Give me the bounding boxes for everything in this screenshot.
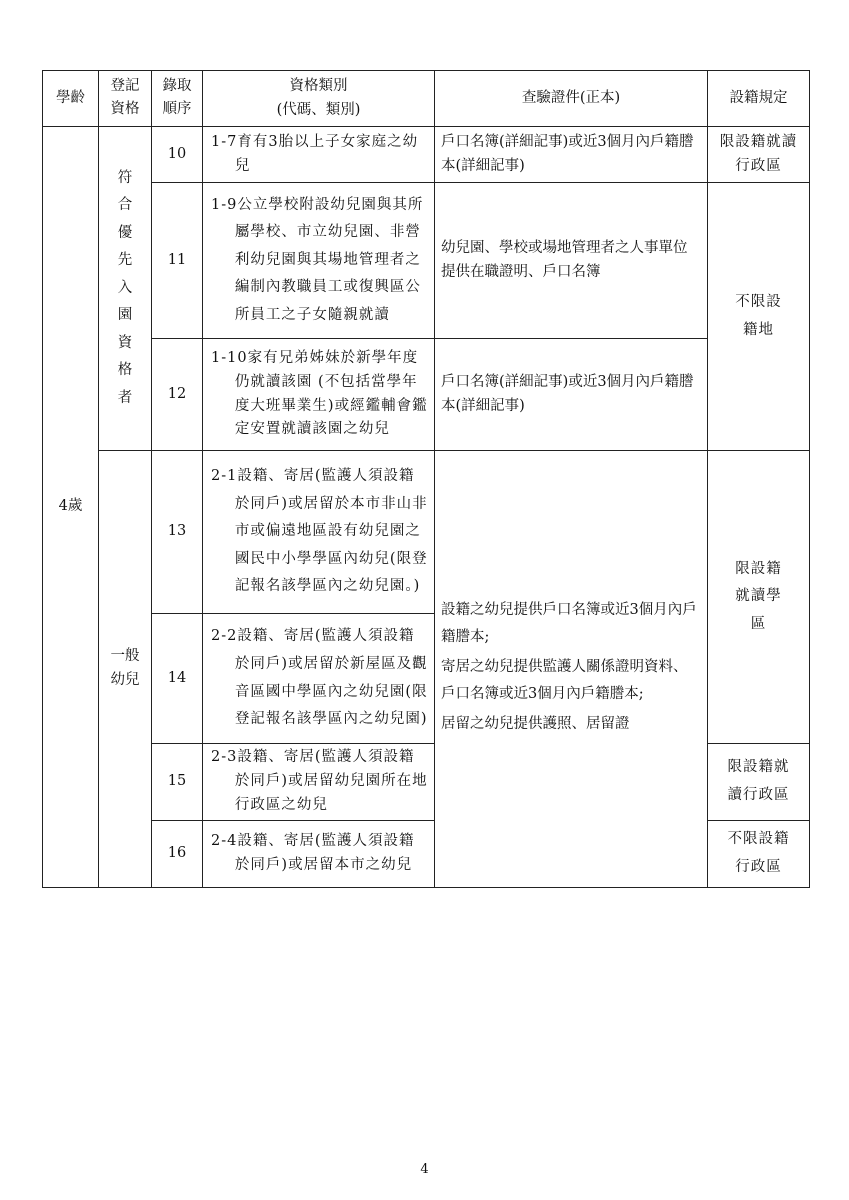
category-cell: 2-2設籍、寄居(監護人須設籍於同戶)或居留於新屋區及觀音區國中學區內之幼兒園(限登記報名該學區內之幼兒園): [203, 614, 435, 744]
category-cell: 2-4設籍、寄居(監護人須設籍於同戶)或居留本市之幼兒: [203, 820, 435, 887]
documents-line-foreign: 居留之幼兒提供護照、居留證: [441, 715, 630, 732]
table-header-row: [43, 71, 810, 127]
category-cell: 1-7育有3胎以上子女家庭之幼兒: [203, 127, 435, 183]
order-cell: 10: [152, 127, 203, 183]
residency-cell: 限設籍就讀行政區: [708, 127, 810, 183]
category-cell: 1-9公立學校附設幼兒園與其所屬學校、市立幼兒園、非營利幼兒園與其場地管理者之編制內教職員工或復興區公所員工之子女隨親就讀: [203, 183, 435, 339]
documents-cell: 戶口名簿(詳細記事)或近3個月內戶籍謄本(詳細記事): [435, 127, 708, 183]
residency-cell: 不限設籍地: [708, 183, 810, 451]
documents-line-residents: 設籍之幼兒提供戶口名簿或近3個月內戶籍謄本;: [441, 602, 697, 646]
header-category: [203, 71, 435, 127]
order-cell: 14: [152, 614, 203, 744]
table-row: [43, 339, 810, 451]
header-order: 錄取順序: [152, 71, 203, 127]
age-cell: 4歲: [43, 127, 99, 888]
order-cell: 13: [152, 451, 203, 614]
header-documents: 查驗證件(正本): [435, 71, 708, 127]
documents-cell: 戶口名簿(詳細記事)或近3個月內戶籍謄本(詳細記事): [435, 339, 708, 451]
order-cell: 16: [152, 820, 203, 887]
header-category-line2: (代碼、類別): [276, 101, 361, 118]
residency-cell: 限設籍就讀學區: [708, 451, 810, 744]
order-cell: 11: [152, 183, 203, 339]
table-row: [43, 183, 810, 339]
table-row: [43, 127, 810, 183]
general-documents-cell: [435, 451, 708, 888]
order-cell: 12: [152, 339, 203, 451]
category-cell: 2-3設籍、寄居(監護人須設籍於同戶)或居留幼兒園所在地行政區之幼兒: [203, 744, 435, 821]
order-cell: 15: [152, 744, 203, 821]
residency-cell: 不限設籍行政區: [708, 820, 810, 887]
header-category-line1: 資格類別: [289, 77, 348, 94]
page-number: 4: [420, 1162, 429, 1177]
enrollment-priority-table: [42, 70, 810, 888]
header-residency: 設籍規定: [708, 71, 810, 127]
category-cell: 2-1設籍、寄居(監護人須設籍於同戶)或居留於本市非山非市或偏遠地區設有幼兒園之國民中小學學區內幼兒(限登記報名該學區內之幼兒園。): [203, 451, 435, 614]
general-group-cell: 一般幼兒: [99, 451, 152, 888]
residency-cell: 限設籍就讀行政區: [708, 744, 810, 821]
documents-cell: 幼兒園、學校或場地管理者之人事單位提供在職證明、戶口名簿: [435, 183, 708, 339]
header-age: 學齡: [43, 71, 99, 127]
table-row: [43, 451, 810, 614]
priority-group-cell: 符合優先入園資格者: [99, 127, 152, 451]
documents-line-lodgers: 寄居之幼兒提供監護人關係證明資料、戶口名簿或近3個月內戶籍謄本;: [441, 658, 688, 702]
category-cell: 1-10家有兄弟姊妹於新學年度仍就讀該園 (不包括當學年度大班畢業生)或經鑑輔會鑑定安置就讀該園之幼兒: [203, 339, 435, 451]
header-eligibility: 登記資格: [99, 71, 152, 127]
